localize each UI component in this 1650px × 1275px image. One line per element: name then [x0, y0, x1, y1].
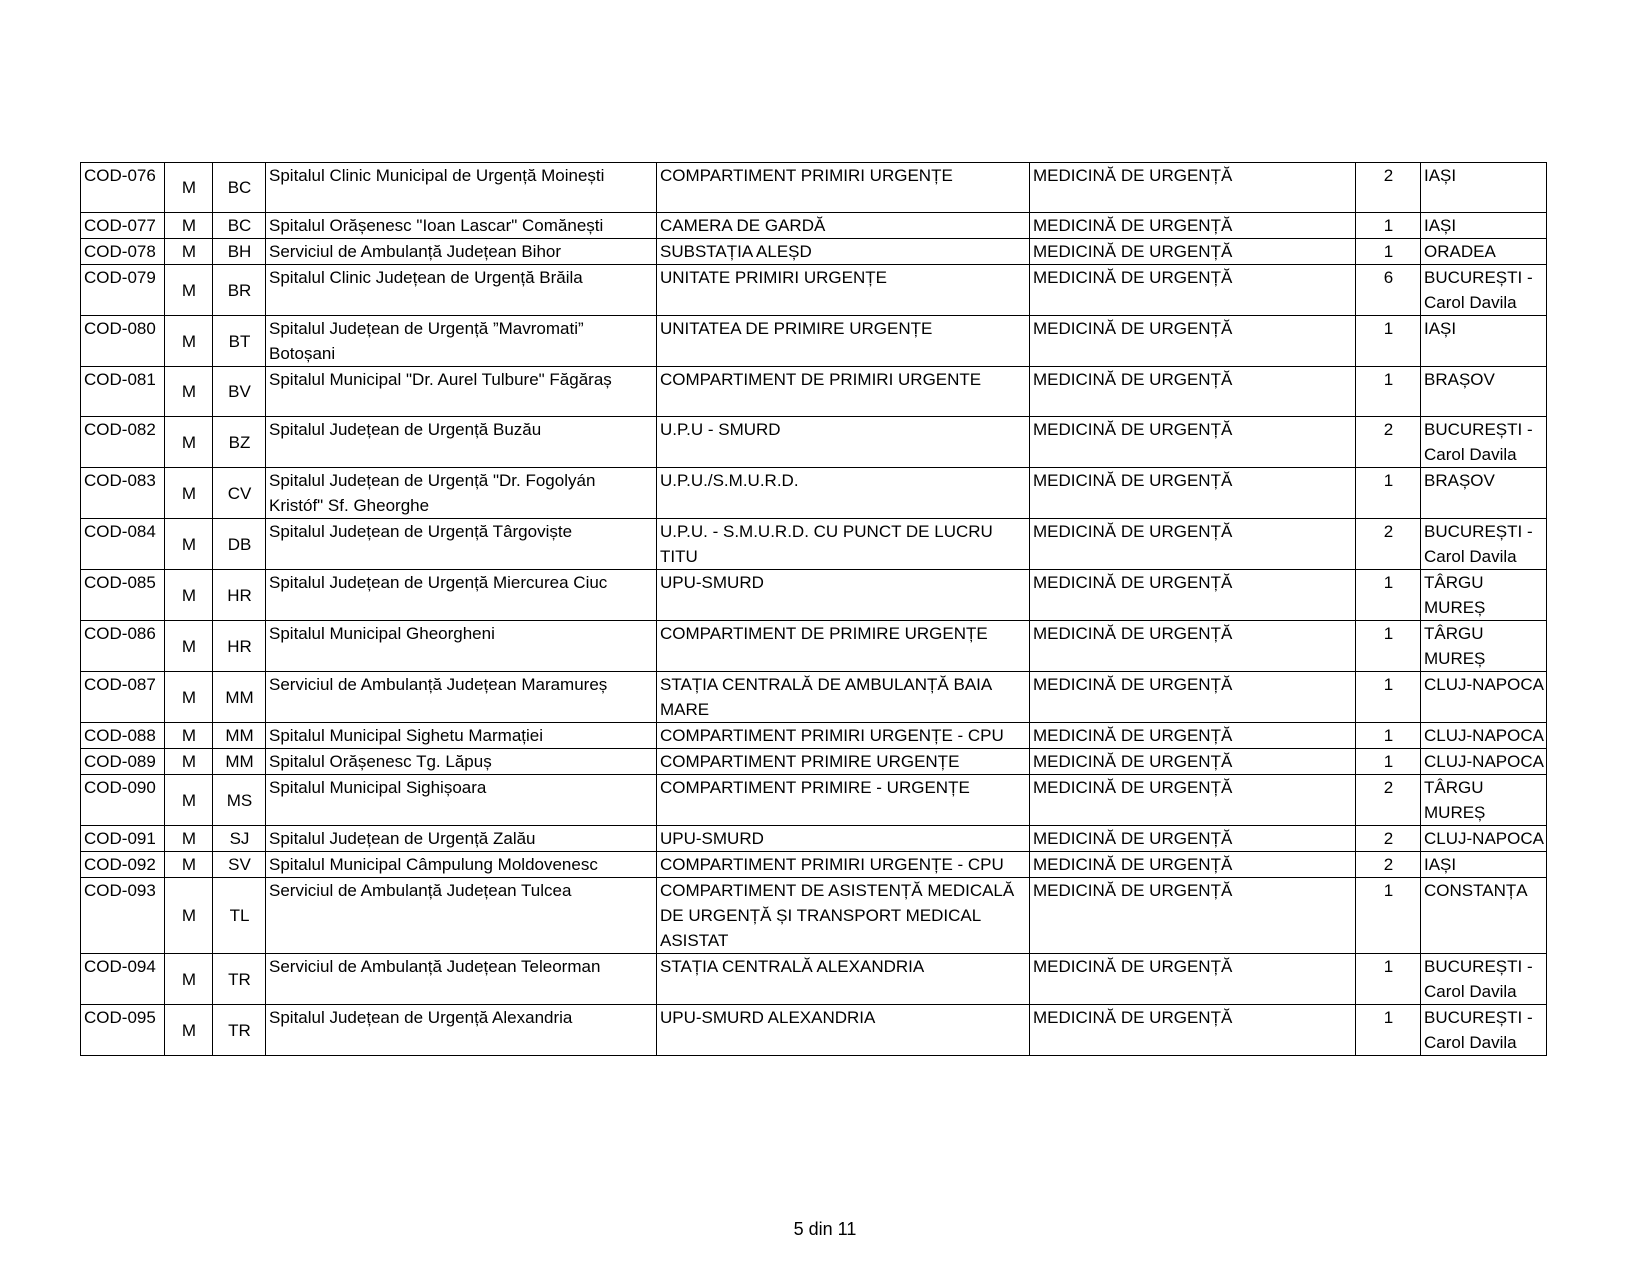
center-cell: BRAȘOV	[1421, 367, 1547, 417]
specialty-cell: MEDICINĂ DE URGENȚĂ	[1030, 417, 1356, 468]
type-cell: M	[165, 852, 213, 878]
positions-count-cell: 2	[1356, 417, 1421, 468]
positions-count-cell: 1	[1356, 239, 1421, 265]
type-cell: M	[165, 826, 213, 852]
specialty-cell: MEDICINĂ DE URGENȚĂ	[1030, 954, 1356, 1005]
table-row	[81, 265, 1547, 316]
unit-cell: Serviciul de Ambulanță Județean Teleorman	[266, 954, 657, 1005]
type-cell: M	[165, 621, 213, 672]
table-row	[81, 826, 1547, 852]
county-cell: TR	[213, 954, 266, 1005]
type-cell: M	[165, 239, 213, 265]
table-row	[81, 954, 1547, 1005]
table-row	[81, 213, 1547, 239]
positions-count-cell: 1	[1356, 954, 1421, 1005]
department-cell: U.P.U - SMURD	[657, 417, 1030, 468]
center-cell: BRAȘOV	[1421, 468, 1547, 519]
type-cell: M	[165, 519, 213, 570]
specialty-cell: MEDICINĂ DE URGENȚĂ	[1030, 213, 1356, 239]
center-cell: CONSTANȚA	[1421, 878, 1547, 954]
code-cell: COD-090	[81, 775, 165, 826]
department-cell: UNITATEA DE PRIMIRE URGENȚE	[657, 316, 1030, 367]
specialty-cell: MEDICINĂ DE URGENȚĂ	[1030, 1005, 1356, 1056]
positions-count-cell: 1	[1356, 878, 1421, 954]
county-cell: TL	[213, 878, 266, 954]
specialty-cell: MEDICINĂ DE URGENȚĂ	[1030, 570, 1356, 621]
department-cell: UPU-SMURD	[657, 570, 1030, 621]
type-cell: M	[165, 1005, 213, 1056]
center-cell: IAȘI	[1421, 213, 1547, 239]
type-cell: M	[165, 723, 213, 749]
positions-count-cell: 1	[1356, 1005, 1421, 1056]
unit-cell: Spitalul Municipal Câmpulung Moldovenesc	[266, 852, 657, 878]
department-cell: U.P.U./S.M.U.R.D.	[657, 468, 1030, 519]
type-cell: M	[165, 213, 213, 239]
code-cell: COD-080	[81, 316, 165, 367]
unit-cell: Spitalul Municipal Sighetu Marmației	[266, 723, 657, 749]
positions-count-cell: 1	[1356, 316, 1421, 367]
positions-count-cell: 1	[1356, 672, 1421, 723]
specialty-cell: MEDICINĂ DE URGENȚĂ	[1030, 265, 1356, 316]
code-cell: COD-092	[81, 852, 165, 878]
code-cell: COD-087	[81, 672, 165, 723]
county-cell: MS	[213, 775, 266, 826]
county-cell: BR	[213, 265, 266, 316]
type-cell: M	[165, 954, 213, 1005]
type-cell: M	[165, 265, 213, 316]
type-cell: M	[165, 878, 213, 954]
department-cell: U.P.U. - S.M.U.R.D. CU PUNCT DE LUCRU TITU	[657, 519, 1030, 570]
specialty-cell: MEDICINĂ DE URGENȚĂ	[1030, 621, 1356, 672]
unit-cell: Spitalul Orășenesc Tg. Lăpuș	[266, 749, 657, 775]
county-cell: SJ	[213, 826, 266, 852]
department-cell: COMPARTIMENT PRIMIRI URGENȚE - CPU	[657, 723, 1030, 749]
center-cell: BUCUREȘTI - Carol Davila	[1421, 954, 1547, 1005]
unit-cell: Spitalul Județean de Urgență Târgoviște	[266, 519, 657, 570]
specialty-cell: MEDICINĂ DE URGENȚĂ	[1030, 163, 1356, 213]
positions-count-cell: 2	[1356, 852, 1421, 878]
specialty-cell: MEDICINĂ DE URGENȚĂ	[1030, 239, 1356, 265]
unit-cell: Spitalul Clinic Județean de Urgență Brăila	[266, 265, 657, 316]
positions-count-cell: 1	[1356, 570, 1421, 621]
type-cell: M	[165, 316, 213, 367]
code-cell: COD-082	[81, 417, 165, 468]
center-cell: BUCUREȘTI - Carol Davila	[1421, 417, 1547, 468]
table-row	[81, 775, 1547, 826]
unit-cell: Spitalul Municipal "Dr. Aurel Tulbure" Făgăraș	[266, 367, 657, 417]
code-cell: COD-089	[81, 749, 165, 775]
table-row	[81, 519, 1547, 570]
unit-cell: Spitalul Județean de Urgență "Dr. Fogolyán Kristóf" Sf. Gheorghe	[266, 468, 657, 519]
county-cell: MM	[213, 749, 266, 775]
department-cell: COMPARTIMENT PRIMIRI URGENȚE - CPU	[657, 852, 1030, 878]
unit-cell: Spitalul Clinic Municipal de Urgență Moinești	[266, 163, 657, 213]
county-cell: HR	[213, 621, 266, 672]
county-cell: HR	[213, 570, 266, 621]
specialty-cell: MEDICINĂ DE URGENȚĂ	[1030, 826, 1356, 852]
specialty-cell: MEDICINĂ DE URGENȚĂ	[1030, 316, 1356, 367]
table-row	[81, 163, 1547, 213]
department-cell: COMPARTIMENT PRIMIRE URGENȚE	[657, 749, 1030, 775]
table-row	[81, 468, 1547, 519]
department-cell: UPU-SMURD	[657, 826, 1030, 852]
center-cell: CLUJ-NAPOCA	[1421, 749, 1547, 775]
code-cell: COD-091	[81, 826, 165, 852]
table-row	[81, 1005, 1547, 1056]
center-cell: CLUJ-NAPOCA	[1421, 723, 1547, 749]
county-cell: CV	[213, 468, 266, 519]
type-cell: M	[165, 749, 213, 775]
county-cell: SV	[213, 852, 266, 878]
type-cell: M	[165, 570, 213, 621]
department-cell: COMPARTIMENT PRIMIRI URGENȚE	[657, 163, 1030, 213]
positions-count-cell: 2	[1356, 519, 1421, 570]
county-cell: BV	[213, 367, 266, 417]
department-cell: COMPARTIMENT PRIMIRE - URGENȚE	[657, 775, 1030, 826]
unit-cell: Spitalul Municipal Gheorgheni	[266, 621, 657, 672]
county-cell: TR	[213, 1005, 266, 1056]
code-cell: COD-076	[81, 163, 165, 213]
code-cell: COD-094	[81, 954, 165, 1005]
unit-cell: Spitalul Județean de Urgență Miercurea Ciuc	[266, 570, 657, 621]
department-cell: CAMERA DE GARDĂ	[657, 213, 1030, 239]
center-cell: BUCUREȘTI - Carol Davila	[1421, 1005, 1547, 1056]
department-cell: UPU-SMURD ALEXANDRIA	[657, 1005, 1030, 1056]
positions-count-cell: 2	[1356, 826, 1421, 852]
county-cell: BC	[213, 213, 266, 239]
specialty-cell: MEDICINĂ DE URGENȚĂ	[1030, 723, 1356, 749]
table-row	[81, 749, 1547, 775]
center-cell: TÂRGU MUREȘ	[1421, 570, 1547, 621]
specialty-cell: MEDICINĂ DE URGENȚĂ	[1030, 878, 1356, 954]
table-row	[81, 878, 1547, 954]
positions-count-cell: 1	[1356, 723, 1421, 749]
code-cell: COD-077	[81, 213, 165, 239]
center-cell: IAȘI	[1421, 852, 1547, 878]
table-row	[81, 367, 1547, 417]
county-cell: BH	[213, 239, 266, 265]
specialty-cell: MEDICINĂ DE URGENȚĂ	[1030, 519, 1356, 570]
positions-count-cell: 2	[1356, 775, 1421, 826]
unit-cell: Serviciul de Ambulanță Județean Bihor	[266, 239, 657, 265]
table-row	[81, 570, 1547, 621]
table-row	[81, 672, 1547, 723]
table-row	[81, 239, 1547, 265]
code-cell: COD-086	[81, 621, 165, 672]
table-body	[81, 163, 1547, 1056]
positions-table	[80, 162, 1547, 1056]
positions-count-cell: 6	[1356, 265, 1421, 316]
positions-count-cell: 2	[1356, 163, 1421, 213]
department-cell: STAȚIA CENTRALĂ ALEXANDRIA	[657, 954, 1030, 1005]
specialty-cell: MEDICINĂ DE URGENȚĂ	[1030, 749, 1356, 775]
table-row	[81, 852, 1547, 878]
unit-cell: Spitalul Județean de Urgență ”Mavromati” Botoșani	[266, 316, 657, 367]
code-cell: COD-083	[81, 468, 165, 519]
positions-count-cell: 1	[1356, 367, 1421, 417]
department-cell: COMPARTIMENT DE PRIMIRI URGENTE	[657, 367, 1030, 417]
center-cell: CLUJ-NAPOCA	[1421, 672, 1547, 723]
center-cell: IAȘI	[1421, 316, 1547, 367]
table-row	[81, 723, 1547, 749]
department-cell: COMPARTIMENT DE PRIMIRE URGENȚE	[657, 621, 1030, 672]
center-cell: BUCUREȘTI - Carol Davila	[1421, 519, 1547, 570]
center-cell: TÂRGU MUREȘ	[1421, 775, 1547, 826]
unit-cell: Serviciul de Ambulanță Județean Maramureș	[266, 672, 657, 723]
positions-count-cell: 1	[1356, 468, 1421, 519]
specialty-cell: MEDICINĂ DE URGENȚĂ	[1030, 775, 1356, 826]
unit-cell: Spitalul Județean de Urgență Zalău	[266, 826, 657, 852]
positions-count-cell: 1	[1356, 621, 1421, 672]
county-cell: BC	[213, 163, 266, 213]
center-cell: CLUJ-NAPOCA	[1421, 826, 1547, 852]
county-cell: DB	[213, 519, 266, 570]
code-cell: COD-085	[81, 570, 165, 621]
department-cell: UNITATE PRIMIRI URGENȚE	[657, 265, 1030, 316]
type-cell: M	[165, 417, 213, 468]
type-cell: M	[165, 672, 213, 723]
department-cell: COMPARTIMENT DE ASISTENȚĂ MEDICALĂ DE URGENȚĂ ȘI TRANSPORT MEDICAL ASISTAT	[657, 878, 1030, 954]
county-cell: MM	[213, 723, 266, 749]
unit-cell: Spitalul Municipal Sighișoara	[266, 775, 657, 826]
positions-count-cell: 1	[1356, 749, 1421, 775]
county-cell: BT	[213, 316, 266, 367]
unit-cell: Spitalul Orășenesc "Ioan Lascar" Comănești	[266, 213, 657, 239]
table-row	[81, 621, 1547, 672]
code-cell: COD-093	[81, 878, 165, 954]
center-cell: BUCUREȘTI - Carol Davila	[1421, 265, 1547, 316]
code-cell: COD-084	[81, 519, 165, 570]
code-cell: COD-078	[81, 239, 165, 265]
specialty-cell: MEDICINĂ DE URGENȚĂ	[1030, 852, 1356, 878]
county-cell: MM	[213, 672, 266, 723]
unit-cell: Spitalul Județean de Urgență Alexandria	[266, 1005, 657, 1056]
county-cell: BZ	[213, 417, 266, 468]
table-row	[81, 417, 1547, 468]
unit-cell: Spitalul Județean de Urgență Buzău	[266, 417, 657, 468]
center-cell: ORADEA	[1421, 239, 1547, 265]
type-cell: M	[165, 367, 213, 417]
specialty-cell: MEDICINĂ DE URGENȚĂ	[1030, 468, 1356, 519]
unit-cell: Serviciul de Ambulanță Județean Tulcea	[266, 878, 657, 954]
type-cell: M	[165, 775, 213, 826]
type-cell: M	[165, 468, 213, 519]
center-cell: TÂRGU MUREȘ	[1421, 621, 1547, 672]
specialty-cell: MEDICINĂ DE URGENȚĂ	[1030, 672, 1356, 723]
page-number: 5 din 11	[793, 1219, 857, 1239]
center-cell: IAȘI	[1421, 163, 1547, 213]
code-cell: COD-095	[81, 1005, 165, 1056]
department-cell: SUBSTAȚIA ALEȘD	[657, 239, 1030, 265]
type-cell: M	[165, 163, 213, 213]
table-row	[81, 316, 1547, 367]
positions-count-cell: 1	[1356, 213, 1421, 239]
specialty-cell: MEDICINĂ DE URGENȚĂ	[1030, 367, 1356, 417]
code-cell: COD-088	[81, 723, 165, 749]
code-cell: COD-081	[81, 367, 165, 417]
department-cell: STAȚIA CENTRALĂ DE AMBULANȚĂ BAIA MARE	[657, 672, 1030, 723]
code-cell: COD-079	[81, 265, 165, 316]
